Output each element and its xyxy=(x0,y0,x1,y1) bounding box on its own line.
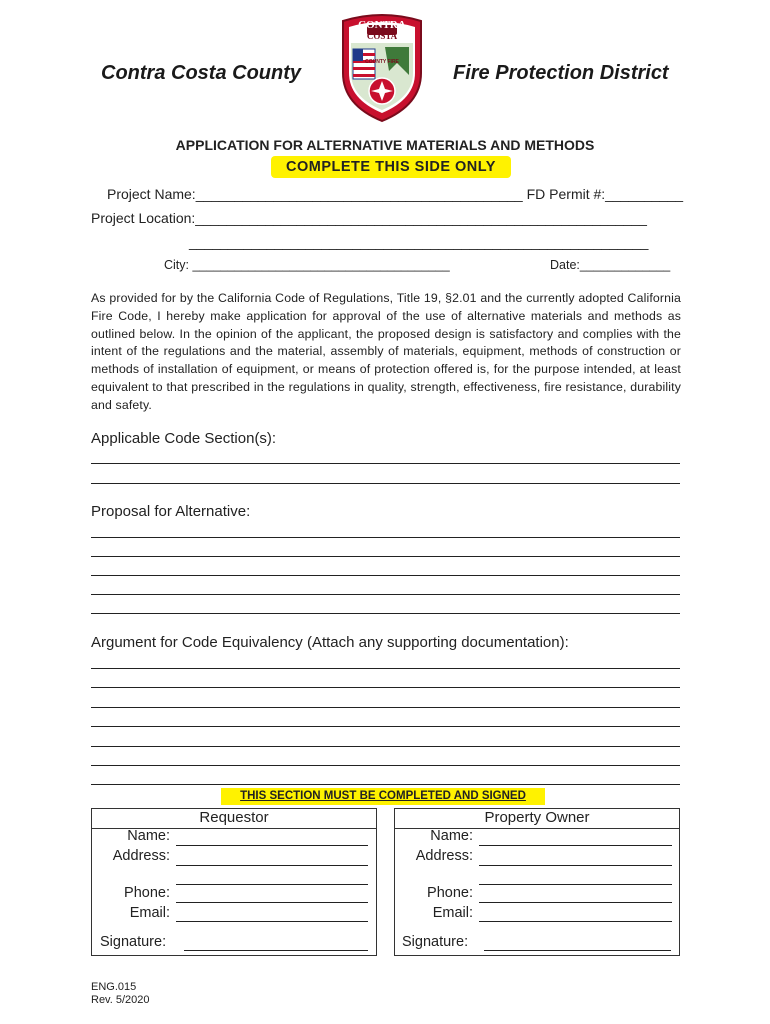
form-revision: Rev. 5/2020 xyxy=(91,994,150,1006)
argument-line[interactable] xyxy=(91,765,680,766)
org-name-right: Fire Protection District xyxy=(453,62,669,84)
argument-heading: Argument for Code Equivalency (Attach any supporting documentation): xyxy=(91,634,569,651)
argument-line[interactable] xyxy=(91,668,680,669)
requestor-address-input[interactable] xyxy=(176,865,368,866)
owner-signature-label: Signature: xyxy=(402,934,469,950)
code-section-heading: Applicable Code Section(s): xyxy=(91,430,277,447)
owner-name-label: Name: xyxy=(430,828,473,844)
owner-address-input-2[interactable] xyxy=(479,884,672,885)
owner-address-input[interactable] xyxy=(479,865,672,866)
form-code: ENG.015 xyxy=(91,981,137,993)
property-owner-heading: Property Owner xyxy=(484,809,590,826)
logo-text-top: CONTRA xyxy=(358,19,406,31)
proposal-line[interactable] xyxy=(91,575,680,576)
proposal-line[interactable] xyxy=(91,556,680,557)
requestor-name-input[interactable] xyxy=(176,845,368,846)
requestor-address-label: Address: xyxy=(112,848,170,864)
requestor-address-input-2[interactable] xyxy=(176,884,368,885)
argument-line[interactable] xyxy=(91,726,680,727)
argument-line[interactable] xyxy=(91,687,680,688)
logo-text-badge: COUNTY FIRE xyxy=(365,59,399,65)
fire-district-logo xyxy=(337,13,427,123)
requestor-phone-input[interactable] xyxy=(176,902,368,903)
owner-email-label: Email: xyxy=(432,905,473,921)
proposal-line[interactable] xyxy=(91,537,680,538)
date-field[interactable]: Date:_____________ xyxy=(550,258,671,272)
owner-signature-input[interactable] xyxy=(484,950,671,951)
requestor-heading: Requestor xyxy=(199,809,269,826)
city-field[interactable]: City: _____________________________________ xyxy=(164,258,450,272)
proposal-line[interactable] xyxy=(91,594,680,595)
application-statement: As provided for by the California Code of Regulations, Title 19, §2.01 and the currently adopted California Fire Code, I hereby make application for approval of the use of alternative materials and methods as outlined below. In the opinion of the applicant, the proposed design is satisfactory and complies with the intent of the regulations and the material, assembly of materials, equipment, methods of construction or methods of installation of equipment, or means of protection offered is, for the purpose intended, at least equivalent to that prescribed in the regulations in quality, strength, effectiveness, fire resistance, durability and safety. xyxy=(91,291,681,412)
requestor-email-label: Email: xyxy=(129,905,170,921)
logo-text-mid: COSTA xyxy=(366,31,398,41)
form-title: APPLICATION FOR ALTERNATIVE MATERIALS AND METHODS xyxy=(175,137,595,153)
requestor-email-input[interactable] xyxy=(176,921,368,922)
owner-name-input[interactable] xyxy=(479,845,672,846)
requestor-signature-label: Signature: xyxy=(100,934,167,950)
proposal-heading: Proposal for Alternative: xyxy=(91,503,251,520)
argument-line[interactable] xyxy=(91,707,680,708)
owner-address-label: Address: xyxy=(415,848,473,864)
complete-side-banner: COMPLETE THIS SIDE ONLY xyxy=(271,156,511,178)
owner-email-input[interactable] xyxy=(479,921,672,922)
requestor-phone-label: Phone: xyxy=(124,885,170,901)
argument-line[interactable] xyxy=(91,784,680,785)
argument-line[interactable] xyxy=(91,746,680,747)
requestor-signature-input[interactable] xyxy=(184,950,368,951)
owner-phone-input[interactable] xyxy=(479,902,672,903)
code-section-line[interactable] xyxy=(91,483,680,484)
org-name-left: Contra Costa County xyxy=(101,62,301,84)
project-name-field[interactable]: Project Name:__________________________________________ FD Permit #:__________ xyxy=(107,186,684,202)
owner-phone-label: Phone: xyxy=(427,885,473,901)
signature-notice: THIS SECTION MUST BE COMPLETED AND SIGNED xyxy=(221,788,545,805)
code-section-line[interactable] xyxy=(91,463,680,464)
proposal-line[interactable] xyxy=(91,613,680,614)
project-location-field[interactable]: Project Location:__________________________________________________________ xyxy=(91,210,647,226)
project-location-continuation[interactable]: ___________________________________________________________ xyxy=(189,234,649,250)
requestor-name-label: Name: xyxy=(127,828,170,844)
